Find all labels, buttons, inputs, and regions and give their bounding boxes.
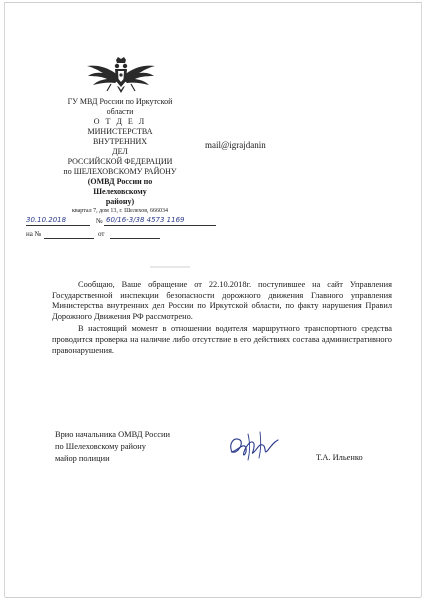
sender-header	[60, 97, 180, 215]
registration-number: 60/16-3/38 4573 1169	[106, 216, 185, 224]
signatory-rank: майор полиции	[55, 454, 110, 463]
recipient-address: mail@igrajdanin	[205, 140, 266, 150]
header-del: ДЕЛ	[112, 147, 128, 156]
ref-number-label: на №	[26, 230, 42, 238]
ref-from-underline	[110, 238, 160, 239]
ref-from-label: от	[98, 230, 105, 238]
signature-icon	[224, 428, 286, 464]
registration-date: 30.10.2018	[26, 216, 67, 224]
header-otdel: О Т Д Е Л	[93, 117, 147, 126]
header-ministry-region: ГУ МВД России по Иркутской	[67, 97, 173, 106]
date-underline	[26, 225, 90, 226]
scan-border-right	[421, 2, 422, 597]
header-short-name: (ОМВД России по Шелеховскому	[87, 177, 153, 196]
signatory-name: Т.А. Ильенко	[316, 453, 363, 462]
scan-smudge	[150, 266, 190, 268]
letter-body	[52, 280, 392, 358]
signatory-district: по Шелеховскому району	[55, 442, 146, 451]
signatory-title: Врио начальника ОМВД России	[55, 430, 170, 439]
scan-border-top	[5, 2, 421, 3]
ref-number-underline	[44, 238, 94, 239]
body-paragraph: В настоящий момент в отношении водителя маршрутного транспортного средства проводится проверка на наличие либо отсутствие в его действиях состава административного правонарушения.	[52, 324, 392, 355]
number-underline	[104, 225, 216, 226]
header-address: квартал 7, дом 13, г. Шелехов, 666034	[71, 208, 169, 214]
header-ministry: МИНИСТЕРСТВА ВНУТРЕННИХ	[87, 127, 153, 146]
mvd-emblem-icon	[85, 56, 157, 96]
header-short-name-end: району)	[105, 197, 135, 206]
scan-border-bottom	[5, 597, 421, 598]
header-oblast: области	[106, 107, 134, 116]
scan-border-left	[4, 2, 5, 597]
header-federation: РОССИЙСКОЙ ФЕДЕРАЦИИ	[67, 157, 173, 166]
number-label: №	[96, 217, 103, 225]
header-district: по ШЕЛЕХОВСКОМУ РАЙОНУ	[63, 167, 177, 176]
signatory-position	[55, 429, 170, 465]
body-paragraph: Сообщаю, Ваше обращение от 22.10.2018г. поступившее на сайт Управления Государственной инспекции безопасности дорожного движения Главного управления Министерства внутренних дел России по Иркутской области, по факту нарушения Правил Дорожного Движения РФ рассмотрено.	[52, 280, 392, 321]
